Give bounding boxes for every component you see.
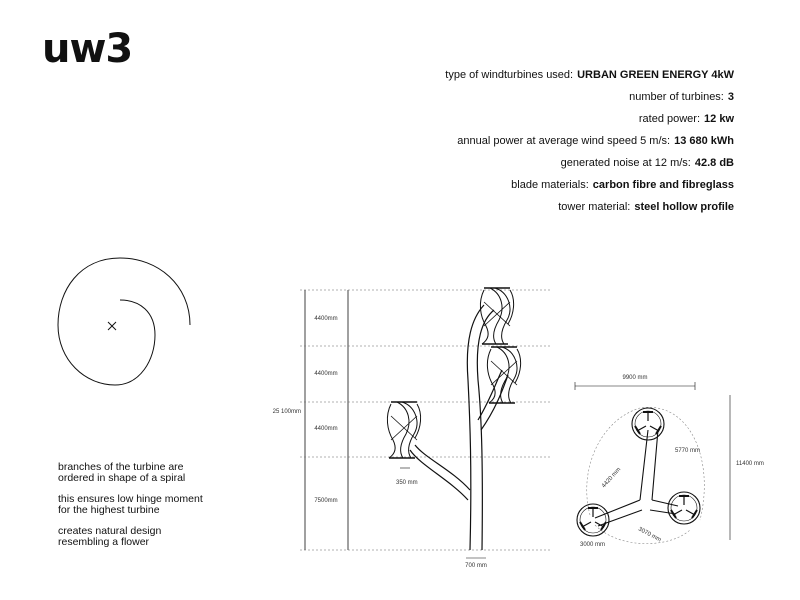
spec-label: generated noise at 12 m/s: <box>560 157 691 169</box>
spec-value: 13 680 kWh <box>674 135 734 147</box>
plan-dim-arm-c: 3070 mm <box>637 526 662 544</box>
page-title: uw3 <box>42 26 133 72</box>
spec-label: rated power: <box>638 113 701 125</box>
note-line: ordered in shape of a spiral <box>58 472 186 484</box>
spiral-center-mark <box>108 322 116 330</box>
elevation-dim-segment-4: 7500mm <box>314 498 338 504</box>
note-line: resembling a flower <box>58 536 150 548</box>
elevation-dim-total: 25 100mm <box>272 409 301 415</box>
spec-label: tower material: <box>558 201 631 213</box>
spec-label: annual power at average wind speed 5 m/s: <box>457 135 671 147</box>
elevation-dim-segment-1: 4400mm <box>314 316 338 322</box>
plan-dim-width: 9900 mm <box>622 375 648 381</box>
spec-value: 3 <box>727 91 734 103</box>
spec-value: 12 kw <box>704 113 734 125</box>
spiral-diagram <box>58 258 190 385</box>
note-line: branches of the turbine are <box>58 461 184 473</box>
plan-dim-height: 11400 mm <box>736 461 764 467</box>
plan-dim-arm-a: 5770 mm <box>675 448 701 454</box>
plan-dim-rotor-diameter: 3000 mm <box>580 542 606 548</box>
rotor-top <box>480 288 513 344</box>
elevation-diagram <box>273 288 550 569</box>
spec-label: blade materials: <box>511 179 589 191</box>
plan-rotor-top <box>632 408 664 440</box>
plan-rotor-right <box>668 492 700 524</box>
note-line: this ensures low hinge moment <box>58 493 203 505</box>
spec-value: URBAN GREEN ENERGY 4kW <box>577 69 734 81</box>
spec-label: number of turbines: <box>629 91 724 103</box>
elevation-dim-branch-offset: 350 mm <box>396 480 418 486</box>
spec-value: 42.8 dB <box>694 157 734 169</box>
note-line: for the highest turbine <box>58 504 160 516</box>
elevation-dim-base-width: 700 mm <box>465 563 487 569</box>
plan-rotor-left <box>577 504 609 536</box>
elevation-dim-segment-2: 4400mm <box>314 371 338 377</box>
plan-dim-arm-b: 4420 mm <box>601 466 623 490</box>
elevation-dim-segment-3: 4400mm <box>314 426 338 432</box>
note-line: creates natural design <box>58 525 162 537</box>
spec-value: steel hollow profile <box>634 201 734 213</box>
rotor-low <box>387 402 420 458</box>
spec-value: carbon fibre and fibreglass <box>592 179 734 191</box>
rotor-middle <box>487 347 520 403</box>
spec-label: type of windturbines used: <box>445 69 574 81</box>
plan-diagram <box>575 375 764 548</box>
